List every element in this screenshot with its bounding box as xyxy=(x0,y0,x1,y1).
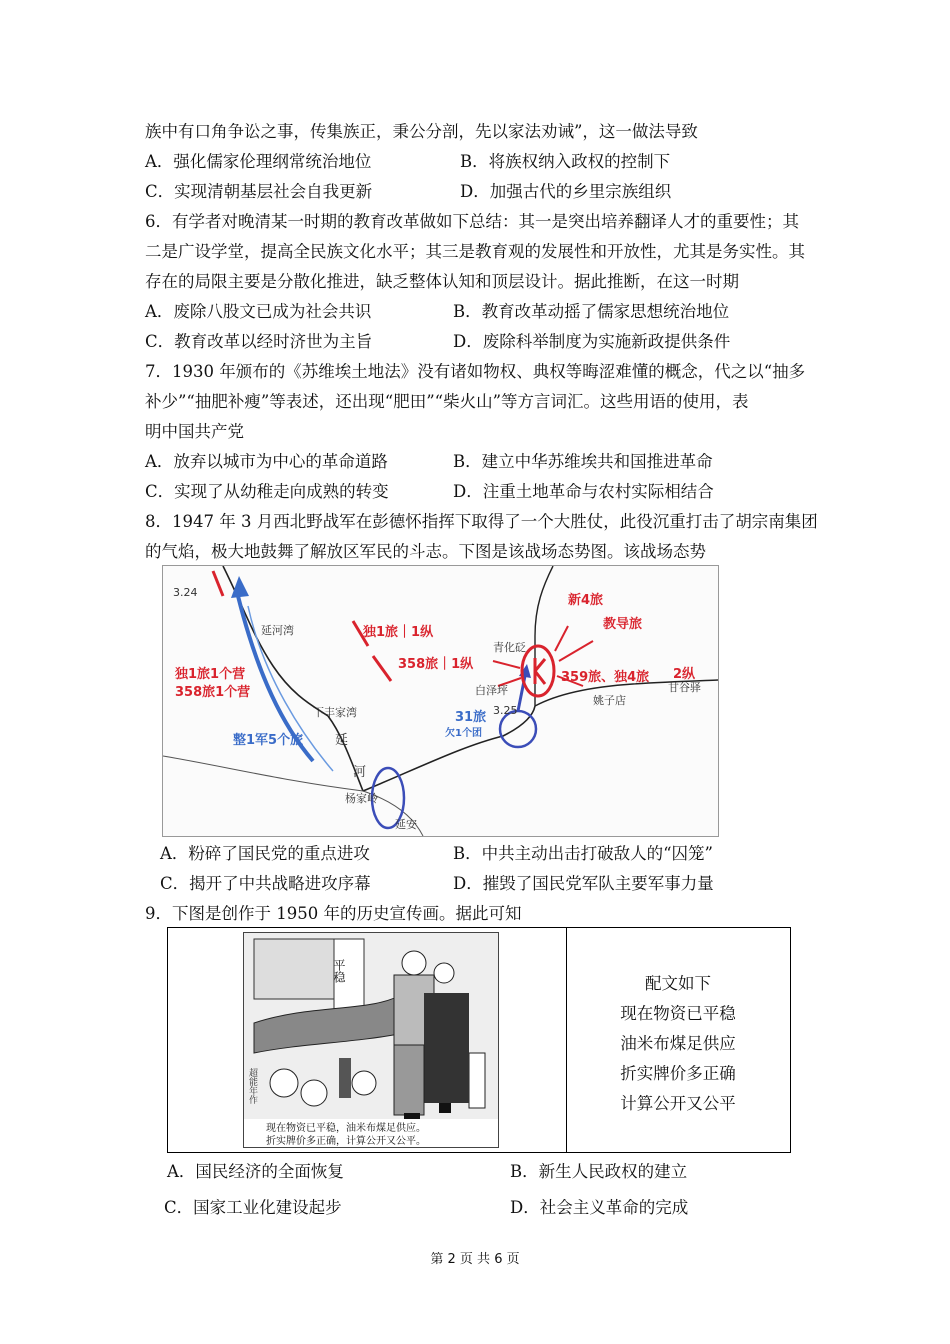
q8-option-a[interactable]: A．粉碎了国民党的重点进攻 xyxy=(160,844,370,863)
caption-title: 配文如下 xyxy=(645,974,711,993)
map-label-jiaodaolv: 教导旅 xyxy=(603,617,643,632)
page-footer: 第 2 页 共 6 页 xyxy=(430,1252,520,1267)
q6-stem-line-1: 6．有学者对晚清某一时期的教育改革做如下总结：其一是突出培养翻译人才的重要性；其 xyxy=(145,212,799,231)
q5-option-b[interactable]: B．将族权纳入政权的控制下 xyxy=(460,152,671,171)
q6-option-c[interactable]: C．教育改革以经时济世为主旨 xyxy=(145,332,373,351)
q7-option-d[interactable]: D．注重土地革命与农村实际相结合 xyxy=(453,482,714,501)
caption-line-4: 计算公开又公平 xyxy=(620,1094,736,1113)
map-label-yaozidian: 姚子店 xyxy=(593,694,626,707)
map-label-date-325: 3.25 xyxy=(493,704,518,717)
q6-option-a[interactable]: A．废除八股文已成为社会共识 xyxy=(145,302,372,321)
map-label-xin4lv: 新4旅 xyxy=(568,593,604,608)
q9-option-d[interactable]: D．社会主义革命的完成 xyxy=(510,1198,689,1217)
propaganda-poster xyxy=(243,932,499,1148)
map-label-358lv-1ying: 358旅1个营 xyxy=(175,685,251,700)
caption-line-1: 现在物资已平稳 xyxy=(620,1004,736,1023)
map-label-358lv-1zong: 358旅｜1纵 xyxy=(398,657,474,672)
map-label-qian1tuan: 欠1个团 xyxy=(445,728,482,739)
map-label-31lv: 31旅 xyxy=(455,710,487,725)
q7-option-c[interactable]: C．实现了从幼稚走向成熟的转变 xyxy=(145,482,389,501)
q6-stem-line-3: 存在的局限主要是分散化推进，缺乏整体认知和顶层设计。据此推断，在这一时期 xyxy=(145,272,739,291)
poster-sign-text: 平稳 xyxy=(332,959,346,983)
q8-stem-line-2: 的气焰，极大地鼓舞了解放区军民的斗志。下图是该战场态势图。该战场态势 xyxy=(145,542,706,561)
q7-option-a[interactable]: A．放弃以城市为中心的革命道路 xyxy=(145,452,388,471)
map-label-he: 河 xyxy=(353,765,367,780)
map-label-xiafengjiawan: 下丰家湾 xyxy=(313,706,357,719)
map-label-qinghuabian: 青化砭 xyxy=(493,641,526,654)
q9-option-b[interactable]: B．新生人民政权的建立 xyxy=(510,1162,688,1181)
q6-option-b[interactable]: B．教育改革动摇了儒家思想统治地位 xyxy=(453,302,730,321)
map-label-359lv-du4lv: 359旅、独4旅 xyxy=(561,670,650,685)
q9-stem: 9．下图是创作于 1950 年的历史宣传画。据此可知 xyxy=(145,904,522,923)
map-label-yanhewan: 延河湾 xyxy=(261,624,294,637)
q6-stem-line-2: 二是广设学堂，提高全民族文化水平；其三是教育观的发展性和开放性，尤其是务实性。其 xyxy=(145,242,805,261)
q7-stem-line-2: 补少”“抽肥补瘦”等表述，还出现“肥田”“柴火山”等方言词汇。这些用语的使用，表 xyxy=(145,392,749,411)
poster-table xyxy=(167,927,791,1153)
q5-option-d[interactable]: D．加强古代的乡里宗族组织 xyxy=(460,182,672,201)
poster-cell xyxy=(168,928,567,1152)
map-label-yanan: 延安 xyxy=(395,818,417,831)
poster-caption-line-2: 折实牌价多正确，计算公开又公平。 xyxy=(266,1136,426,1147)
map-label-yangjialing: 杨家岭 xyxy=(345,792,378,805)
q8-option-b[interactable]: B．中共主动出击打破敌人的“囚笼” xyxy=(453,844,713,863)
map-label-du1lv-1zong: 独1旅｜1纵 xyxy=(363,625,434,640)
poster-caption-cell xyxy=(566,928,790,1152)
q7-stem-line-3: 明中国共产党 xyxy=(145,422,244,441)
map-label-date-324: 3.24 xyxy=(173,586,198,599)
q8-stem-line-1: 8．1947 年 3 月西北野战军在彭德怀指挥下取得了一个大胜仗，此役沉重打击了胡宗南集团 xyxy=(145,512,818,531)
map-label-2zong: 2纵 xyxy=(673,667,696,682)
q7-stem-line-1: 7．1930 年颁布的《苏维埃土地法》没有诸如物权、典权等晦涩难懂的概念，代之以“抽多 xyxy=(145,362,806,381)
map-label-du1lv-1ying: 独1旅1个营 xyxy=(175,667,246,682)
q5-option-a[interactable]: A．强化儒家伦理纲常统治地位 xyxy=(145,152,372,171)
q9-option-a[interactable]: A．国民经济的全面恢复 xyxy=(167,1162,344,1181)
q7-option-b[interactable]: B．建立中华苏维埃共和国推进革命 xyxy=(453,452,713,471)
poster-side-text: 超能年作 xyxy=(247,1068,257,1104)
map-label-yan: 延 xyxy=(335,733,349,748)
caption-line-3: 折实牌价多正确 xyxy=(620,1064,736,1083)
map-label-zheng1jun: 整1军5个旅 xyxy=(233,733,304,748)
q8-option-c[interactable]: C．揭开了中共战略进攻序幕 xyxy=(160,874,371,893)
q5-option-c[interactable]: C．实现清朝基层社会自我更新 xyxy=(145,182,373,201)
caption-line-2: 油米布煤足供应 xyxy=(620,1034,736,1053)
poster-caption-line-1: 现在物资已平稳，油米布煤足供应。 xyxy=(266,1123,426,1134)
battle-situation-map xyxy=(162,565,719,837)
q6-option-d[interactable]: D．废除科举制度为实施新政提供条件 xyxy=(453,332,731,351)
map-label-baizeping: 白泽坪 xyxy=(475,684,508,697)
map-label-ganguyi: 甘谷驿 xyxy=(668,681,701,694)
q8-option-d[interactable]: D．摧毁了国民党军队主要军事力量 xyxy=(453,874,714,893)
q5-stem-tail: 族中有口角争讼之事，传集族正，秉公分剖，先以家法劝诫”，这一做法导致 xyxy=(145,122,698,141)
q9-option-c[interactable]: C．国家工业化建设起步 xyxy=(164,1198,342,1217)
